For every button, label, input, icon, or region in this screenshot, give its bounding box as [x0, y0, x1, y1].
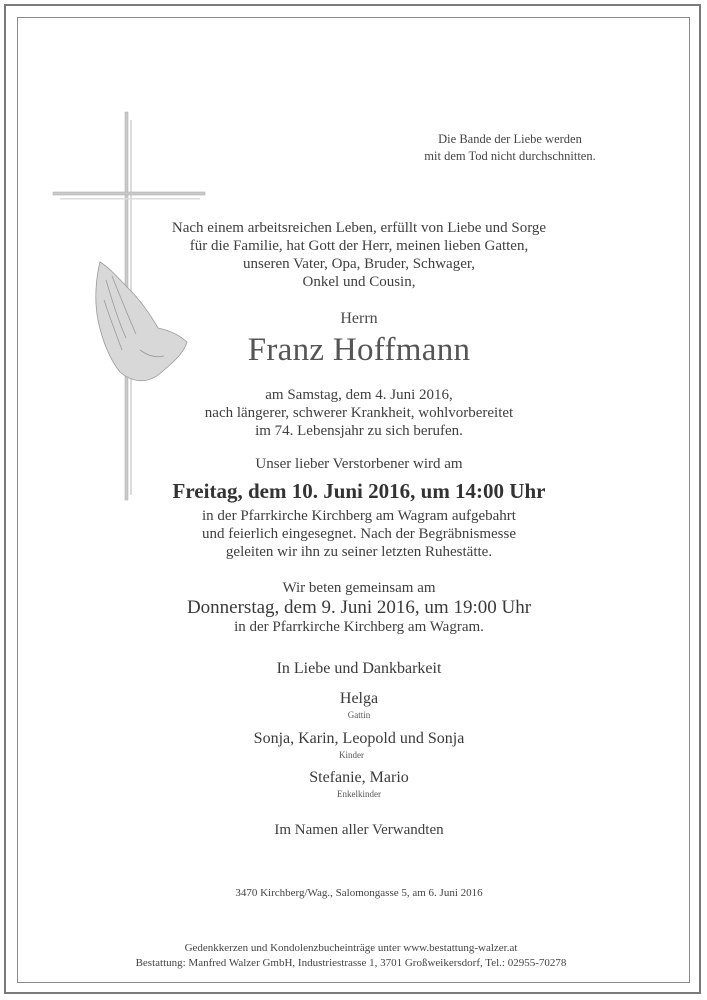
- mourner-relation-1: Gattin: [347, 710, 371, 720]
- funeral-details-line-3: geleiten wir ihn zu seiner letzten Ruhestätte.: [225, 544, 493, 560]
- place-date: 3470 Kirchberg/Wag., Salomongasse 5, am 6. Juni 2016: [235, 887, 483, 899]
- quote-line-1: Die Bande der Liebe werden: [438, 132, 582, 146]
- intro-line-4: Onkel und Cousin,: [302, 274, 416, 290]
- death-info-line-1: am Samstag, dem 4. Juni 2016,: [265, 387, 453, 403]
- death-info-line-3: im 74. Lebensjahr zu sich berufen.: [255, 423, 463, 439]
- mourner-relation-2: Kinder: [339, 750, 364, 760]
- footer-line-2: Bestattung: Manfred Walzer GmbH, Industriestrasse 1, 3701 Großweikersdorf, Tel.: 02955-70278: [135, 957, 567, 969]
- mourner-names-3: Stefanie, Mario: [309, 769, 409, 786]
- quote-line-2: mit dem Tod nicht durchschnitten.: [424, 149, 596, 163]
- funeral-date: Freitag, dem 10. Juni 2016, um 14:00 Uhr: [172, 479, 546, 503]
- intro-line-2: für die Familie, hat Gott der Herr, meinen lieben Gatten,: [189, 238, 529, 254]
- funeral-intro: Unser lieber Verstorbener wird am: [255, 456, 463, 472]
- footer-line-1: Gedenkkerzen und Kondolenzbucheinträge unter www.bestattung-walzer.at: [184, 942, 518, 954]
- death-info-line-2: nach längerer, schwerer Krankheit, wohlvorbereitet: [204, 405, 514, 421]
- mourners-intro: In Liebe und Dankbarkeit: [276, 660, 442, 677]
- prayer-date: Donnerstag, dem 9. Juni 2016, um 19:00 Uhr: [186, 597, 532, 618]
- mourner-names-1: Helga: [339, 690, 379, 707]
- funeral-details-line-2: und feierlich eingesegnet. Nach der Begräbnismesse: [201, 526, 517, 542]
- mourner-names-2: Sonja, Karin, Leopold und Sonja: [253, 730, 465, 747]
- closing: Im Namen aller Verwandten: [274, 822, 444, 838]
- intro-line-1: Nach einem arbeitsreichen Leben, erfüllt von Liebe und Sorge: [171, 220, 547, 236]
- mourner-relation-3: Enkelkinder: [337, 789, 381, 799]
- deceased-name: Franz Hoffmann: [247, 332, 471, 368]
- salutation: Herrn: [340, 310, 378, 327]
- prayer-intro: Wir beten gemeinsam am: [282, 580, 436, 596]
- prayer-place: in der Pfarrkirche Kirchberg am Wagram.: [234, 619, 484, 635]
- funeral-details-line-1: in der Pfarrkirche Kirchberg am Wagram aufgebahrt: [202, 508, 516, 524]
- intro-line-3: unseren Vater, Opa, Bruder, Schwager,: [242, 256, 475, 272]
